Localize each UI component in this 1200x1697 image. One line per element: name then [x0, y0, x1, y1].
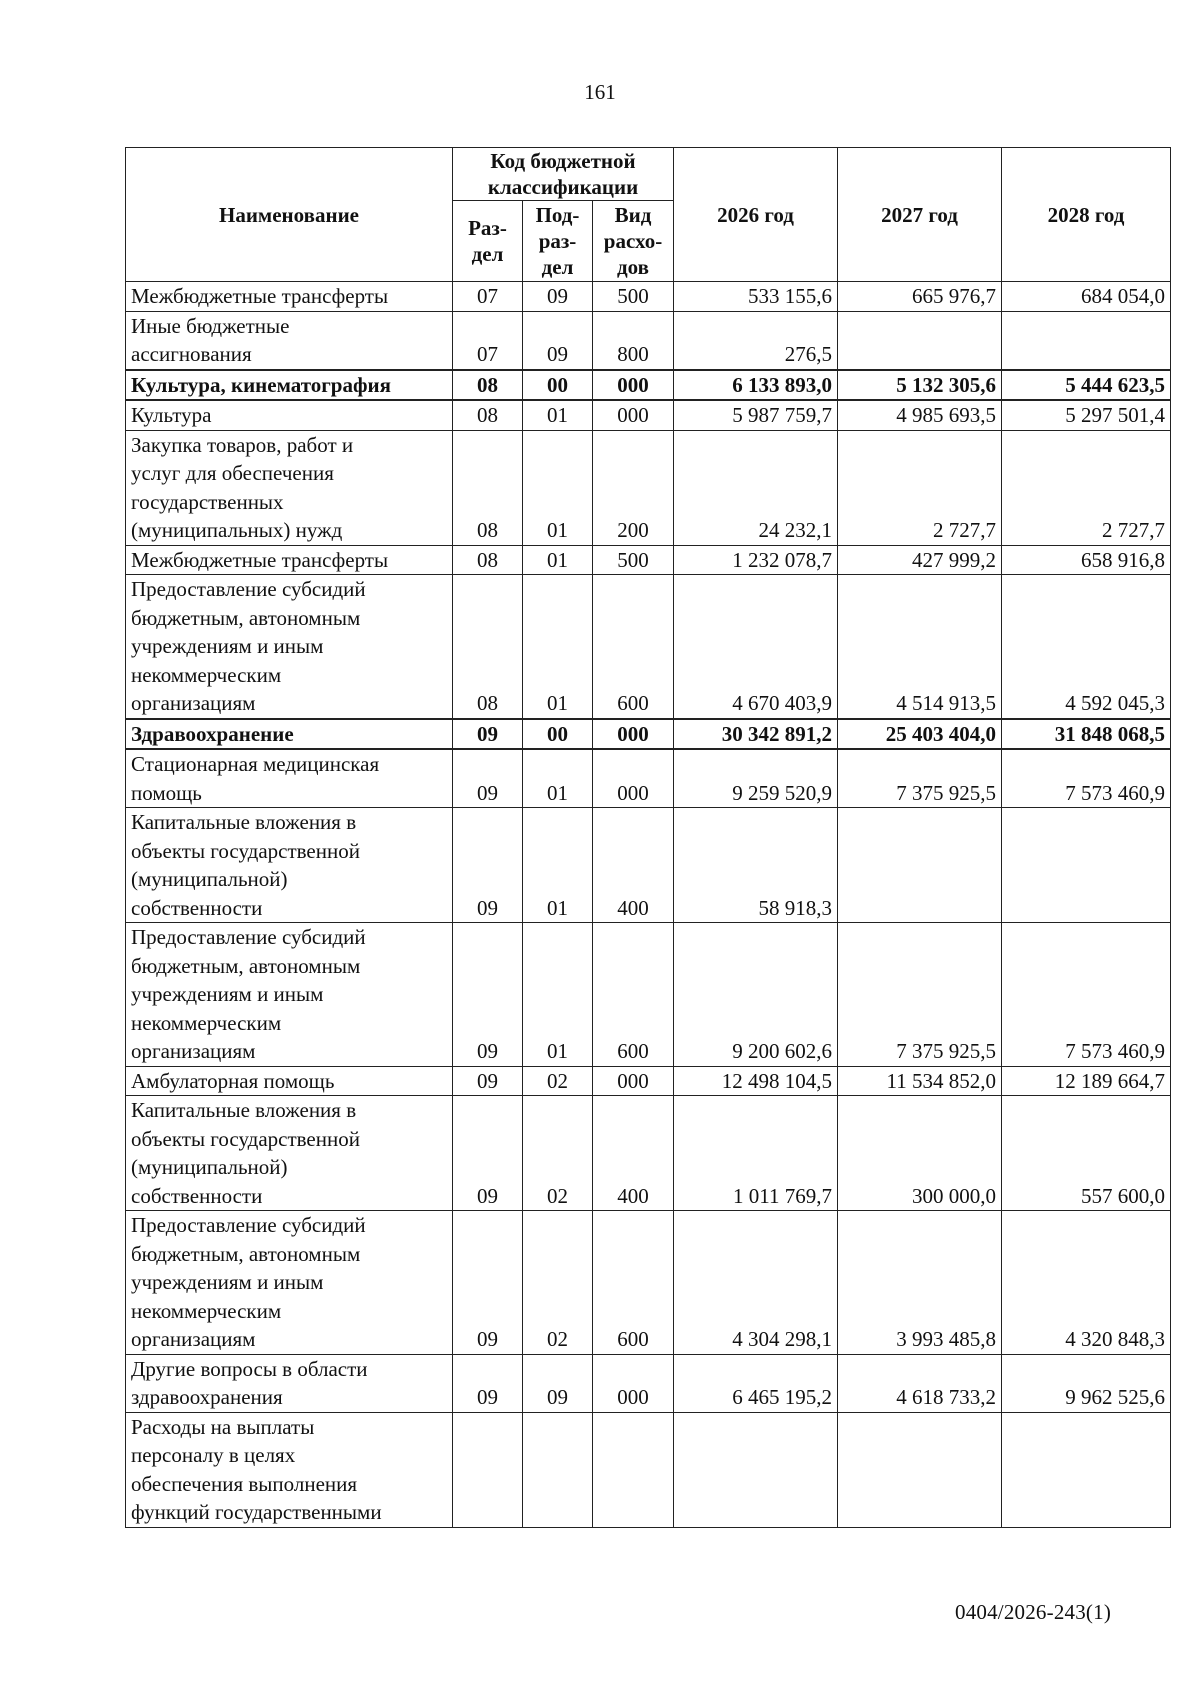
row-name: Расходы на выплаты персоналу в целях обеспечения выполнения функций государственными: [126, 1412, 453, 1527]
row-podrazdel: 02: [523, 1096, 593, 1211]
row-podrazdel: 01: [523, 923, 593, 1067]
row-value-2027: 25 403 404,0: [838, 719, 1002, 750]
row-podrazdel: 01: [523, 545, 593, 575]
row-razdel: 07: [453, 282, 523, 312]
row-value-2026: 533 155,6: [674, 282, 838, 312]
row-value-2027: 3 993 485,8: [838, 1211, 1002, 1355]
row-value-2026: 12 498 104,5: [674, 1066, 838, 1096]
row-value-2028: 684 054,0: [1002, 282, 1171, 312]
header-razdel: Раз- дел: [453, 201, 523, 282]
row-value-2026: [674, 1412, 838, 1527]
row-razdel: 08: [453, 545, 523, 575]
row-name: Предоставление субсидий бюджетным, автономным учреждениям и иным некоммерческим организациям: [126, 923, 453, 1067]
row-razdel: 09: [453, 1096, 523, 1211]
row-vid: 000: [593, 1354, 674, 1412]
row-vid: 000: [593, 1066, 674, 1096]
row-name: Культура, кинематография: [126, 370, 453, 401]
row-value-2028: 4 320 848,3: [1002, 1211, 1171, 1355]
row-value-2027: 4 618 733,2: [838, 1354, 1002, 1412]
header-vid: Вид расхо- дов: [593, 201, 674, 282]
table-row: [126, 1412, 1171, 1527]
table-row: [126, 808, 1171, 923]
row-value-2027: 665 976,7: [838, 282, 1002, 312]
row-vid: 600: [593, 923, 674, 1067]
row-value-2028: [1002, 808, 1171, 923]
row-value-2026: 276,5: [674, 311, 838, 370]
row-podrazdel: 01: [523, 808, 593, 923]
table-row: [126, 1354, 1171, 1412]
header-2027: 2027 год: [838, 148, 1002, 282]
row-vid: 000: [593, 749, 674, 808]
row-razdel: 07: [453, 311, 523, 370]
row-value-2026: 1 011 769,7: [674, 1096, 838, 1211]
row-value-2027: 7 375 925,5: [838, 749, 1002, 808]
row-value-2027: 7 375 925,5: [838, 923, 1002, 1067]
table-row: [126, 1066, 1171, 1096]
row-vid: 600: [593, 1211, 674, 1355]
table-row-section: [126, 719, 1171, 750]
row-value-2028: 5 297 501,4: [1002, 400, 1171, 430]
row-podrazdel: 09: [523, 311, 593, 370]
row-podrazdel: 09: [523, 1354, 593, 1412]
row-podrazdel: 02: [523, 1211, 593, 1355]
row-value-2027: 11 534 852,0: [838, 1066, 1002, 1096]
row-razdel: 08: [453, 370, 523, 401]
row-podrazdel: [523, 1412, 593, 1527]
row-razdel: 09: [453, 1211, 523, 1355]
row-vid: 500: [593, 282, 674, 312]
header-2028: 2028 год: [1002, 148, 1171, 282]
table-row: [126, 282, 1171, 312]
row-name: Предоставление субсидий бюджетным, автономным учреждениям и иным некоммерческим организациям: [126, 575, 453, 719]
row-value-2026: 4 670 403,9: [674, 575, 838, 719]
row-name: Межбюджетные трансферты: [126, 545, 453, 575]
row-value-2027: 4 514 913,5: [838, 575, 1002, 719]
row-value-2026: 4 304 298,1: [674, 1211, 838, 1355]
row-vid: 600: [593, 575, 674, 719]
table-row: [126, 575, 1171, 719]
row-podrazdel: 02: [523, 1066, 593, 1096]
row-name: Межбюджетные трансферты: [126, 282, 453, 312]
row-razdel: 09: [453, 923, 523, 1067]
row-value-2028: 7 573 460,9: [1002, 923, 1171, 1067]
row-name: Капитальные вложения в объекты государственной (муниципальной) собственности: [126, 808, 453, 923]
row-value-2026: 1 232 078,7: [674, 545, 838, 575]
row-value-2026: 6 133 893,0: [674, 370, 838, 401]
table-row-section: [126, 370, 1171, 401]
page-number: 161: [584, 80, 616, 104]
row-name: Амбулаторная помощь: [126, 1066, 453, 1096]
row-value-2026: 5 987 759,7: [674, 400, 838, 430]
row-value-2027: [838, 808, 1002, 923]
row-value-2027: 4 985 693,5: [838, 400, 1002, 430]
row-value-2028: 7 573 460,9: [1002, 749, 1171, 808]
row-value-2026: 30 342 891,2: [674, 719, 838, 750]
header-2026: 2026 год: [674, 148, 838, 282]
row-razdel: [453, 1412, 523, 1527]
row-value-2026: 6 465 195,2: [674, 1354, 838, 1412]
row-value-2027: 427 999,2: [838, 545, 1002, 575]
row-value-2028: [1002, 1412, 1171, 1527]
row-vid: 800: [593, 311, 674, 370]
row-vid: 500: [593, 545, 674, 575]
row-value-2027: 2 727,7: [838, 430, 1002, 545]
table-row: [126, 311, 1171, 370]
table-body: [126, 282, 1171, 1528]
table-row: [126, 400, 1171, 430]
table-row: [126, 1096, 1171, 1211]
row-podrazdel: 01: [523, 400, 593, 430]
row-vid: 200: [593, 430, 674, 545]
table-row: [126, 545, 1171, 575]
row-name: Стационарная медицинская помощь: [126, 749, 453, 808]
row-razdel: 09: [453, 1066, 523, 1096]
table-row: [126, 923, 1171, 1067]
row-razdel: 09: [453, 719, 523, 750]
row-vid: [593, 1412, 674, 1527]
row-name: Другие вопросы в области здравоохранения: [126, 1354, 453, 1412]
row-value-2026: 9 259 520,9: [674, 749, 838, 808]
row-razdel: 09: [453, 808, 523, 923]
row-vid: 000: [593, 370, 674, 401]
row-podrazdel: 01: [523, 430, 593, 545]
row-value-2028: 4 592 045,3: [1002, 575, 1171, 719]
row-podrazdel: 00: [523, 719, 593, 750]
budget-table: [125, 147, 1171, 1528]
row-value-2026: 24 232,1: [674, 430, 838, 545]
row-podrazdel: 01: [523, 575, 593, 719]
row-value-2028: 2 727,7: [1002, 430, 1171, 545]
row-value-2027: 5 132 305,6: [838, 370, 1002, 401]
row-podrazdel: 00: [523, 370, 593, 401]
table-row: [126, 430, 1171, 545]
row-name: Предоставление субсидий бюджетным, автономным учреждениям и иным некоммерческим организациям: [126, 1211, 453, 1355]
table-row: [126, 749, 1171, 808]
row-value-2028: 557 600,0: [1002, 1096, 1171, 1211]
row-value-2028: 12 189 664,7: [1002, 1066, 1171, 1096]
row-name: Капитальные вложения в объекты государственной (муниципальной) собственности: [126, 1096, 453, 1211]
table-row: [126, 1211, 1171, 1355]
row-value-2027: [838, 311, 1002, 370]
row-podrazdel: 09: [523, 282, 593, 312]
row-value-2028: 9 962 525,6: [1002, 1354, 1171, 1412]
row-value-2026: 9 200 602,6: [674, 923, 838, 1067]
row-razdel: 09: [453, 749, 523, 808]
row-name: Закупка товаров, работ и услуг для обеспечения государственных (муниципальных) нужд: [126, 430, 453, 545]
row-razdel: 08: [453, 430, 523, 545]
row-value-2028: 31 848 068,5: [1002, 719, 1171, 750]
document-code: 0404/2026-243(1): [955, 1600, 1112, 1624]
row-value-2027: [838, 1412, 1002, 1527]
row-name: Иные бюджетные ассигнования: [126, 311, 453, 370]
row-value-2026: 58 918,3: [674, 808, 838, 923]
row-razdel: 08: [453, 575, 523, 719]
row-podrazdel: 01: [523, 749, 593, 808]
row-name: Здравоохранение: [126, 719, 453, 750]
row-value-2028: 5 444 623,5: [1002, 370, 1171, 401]
header-podrazdel: Под- раз- дел: [523, 201, 593, 282]
header-code-group: Код бюджетной классификации: [453, 148, 674, 201]
row-name: Культура: [126, 400, 453, 430]
row-vid: 000: [593, 400, 674, 430]
row-vid: 000: [593, 719, 674, 750]
header-name: Наименование: [126, 148, 453, 282]
table-header: [126, 148, 1171, 282]
row-vid: 400: [593, 1096, 674, 1211]
row-vid: 400: [593, 808, 674, 923]
row-value-2028: 658 916,8: [1002, 545, 1171, 575]
row-value-2028: [1002, 311, 1171, 370]
row-value-2027: 300 000,0: [838, 1096, 1002, 1211]
row-razdel: 09: [453, 1354, 523, 1412]
row-razdel: 08: [453, 400, 523, 430]
